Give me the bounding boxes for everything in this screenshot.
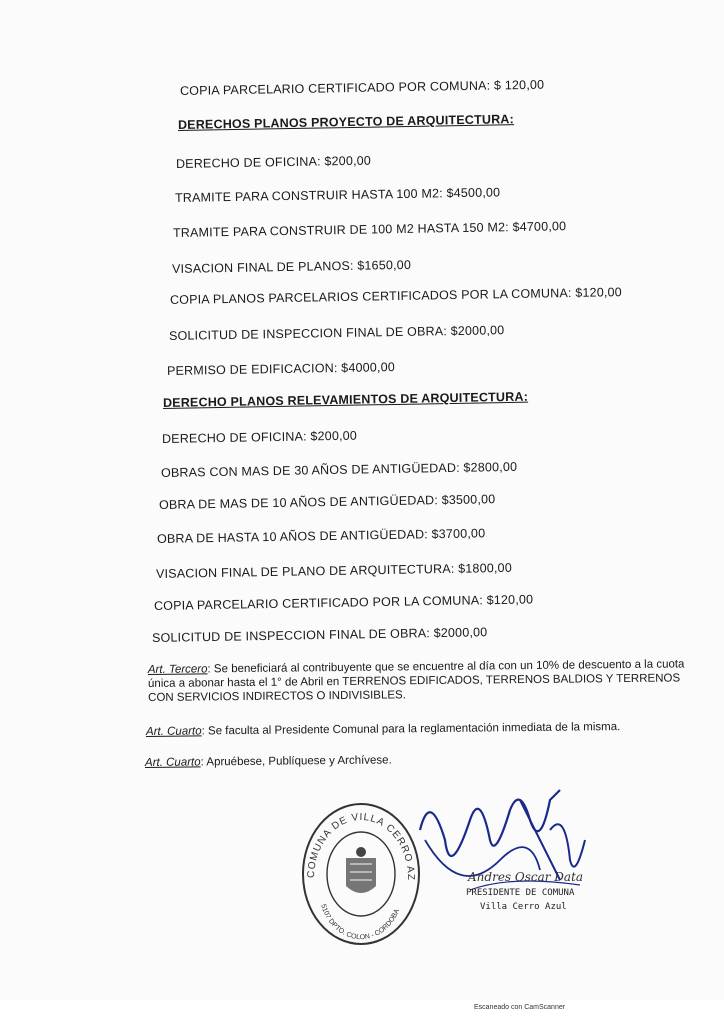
president-title: PRESIDENTE DE COMUNA bbox=[466, 888, 575, 898]
fee-line: SOLICITUD DE INSPECCION FINAL DE OBRA: $2000,00 bbox=[168, 323, 505, 343]
article-text: : Apruébese, Publíquese y Archívese. bbox=[200, 754, 392, 769]
fee-line: OBRAS CON MAS DE 30 AÑOS DE ANTIGÜEDAD: $2800,00 bbox=[160, 459, 518, 480]
fee-line: DERECHO DE OFICINA: $200,00 bbox=[161, 428, 358, 446]
president-name: Andres Oscar Data bbox=[468, 870, 584, 884]
article-label: Art. Cuarto bbox=[145, 725, 202, 738]
fee-line: DERECHO DE OFICINA: $200,00 bbox=[175, 153, 372, 171]
president-signature bbox=[410, 770, 600, 920]
president-place: Villa Cerro Azul bbox=[480, 902, 567, 912]
article-label: Art. Tercero bbox=[147, 663, 208, 677]
comuna-seal bbox=[300, 800, 422, 945]
fee-line: TRAMITE PARA CONSTRUIR DE 100 M2 HASTA 150 M2: $4700,00 bbox=[172, 219, 567, 240]
article-tercero bbox=[148, 657, 688, 705]
article-text: : Se faculta al Presidente Comunal para la reglamentación inmediata de la misma. bbox=[201, 721, 621, 738]
section-heading: DERECHOS PLANOS PROYECTO DE ARQUITECTURA: bbox=[177, 112, 515, 132]
fee-line: OBRA DE MAS DE 10 AÑOS DE ANTIGÜEDAD: $3500,00 bbox=[158, 492, 496, 512]
fee-line: COPIA PARCELARIO CERTIFICADO POR COMUNA: $ 120,00 bbox=[179, 77, 545, 98]
fee-line: SOLICITUD DE INSPECCION FINAL DE OBRA: $2000,00 bbox=[151, 625, 488, 645]
fee-line: VISACION FINAL DE PLANOS: $1650,00 bbox=[171, 257, 412, 276]
svg-text:COMUNA DE VILLA CERRO AZUL: COMUNA DE VILLA CERRO AZ bbox=[305, 811, 417, 881]
fee-line: VISACION FINAL DE PLANO DE ARQUITECTURA: $1800,00 bbox=[155, 560, 513, 581]
fee-line: PERMISO DE EDIFICACION: $4000,00 bbox=[166, 360, 396, 378]
fee-line: COPIA PLANOS PARCELARIOS CERTIFICADOS POR LA COMUNA: $120,00 bbox=[169, 285, 623, 307]
article-cuarto-final bbox=[145, 750, 685, 770]
fee-line: OBRA DE HASTA 10 AÑOS DE ANTIGÜEDAD: $3700,00 bbox=[156, 526, 486, 546]
section-heading: DERECHO PLANOS RELEVAMIENTOS DE ARQUITECTURA: bbox=[162, 389, 529, 410]
article-cuarto bbox=[146, 719, 686, 739]
article-label: Art. Cuarto bbox=[144, 756, 201, 769]
article-text: : Se beneficiará al contribuyente que se encuentre al día con un 10% de descuento a la cuota única a abonar hasta el 1° de Abril en TERRENOS EDIFICADOS, TERRENOS BALDIOS Y TERRENOS CON SERVICIOS INDIRECTOS O INDIVISIBLES. bbox=[147, 658, 685, 704]
svg-text:5107 DPTO. COLON - CORDOBA: 5107 DPTO. COLON - CORDOBA bbox=[319, 903, 402, 942]
fee-line: TRAMITE PARA CONSTRUIR HASTA 100 M2: $4500,00 bbox=[174, 185, 501, 205]
scanner-watermark: Escaneado con CamScanner bbox=[474, 1004, 566, 1011]
fee-line: COPIA PARCELARIO CERTIFICADO POR LA COMUNA: $120,00 bbox=[153, 592, 534, 613]
